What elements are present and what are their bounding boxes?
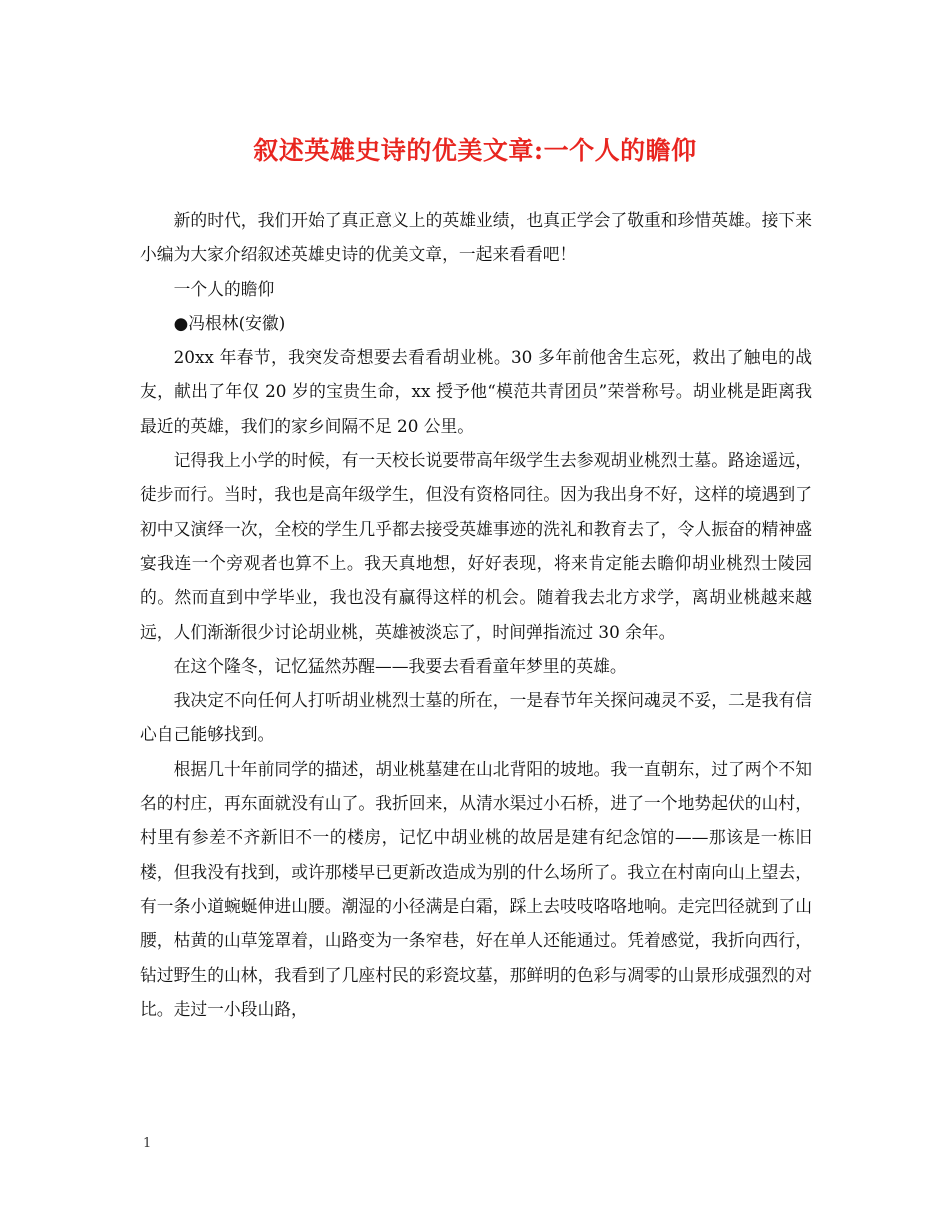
author-line: ●冯根林(安徽) [173, 312, 286, 333]
body-paragraph: 记得我上小学的时候，有一天校长说要带高年级学生去参观胡业桃烈士墓。路途遥远，徒步而行。当时，我也是高年级学生，但没有资格同往。因为我出身不好，这样的境遇到了初中又演绎一次，全校的学生几乎都去接受英雄事迹的洗礼和教育去了，令人振奋的精神盛宴我连一个旁观者也算不上。我天真地想，好好表现，将来肯定能去瞻仰胡业桃烈士陵园的。然而直到中学毕业，我也没有赢得这样的机会。随着我去北方求学，离胡业桃越来越远，人们渐渐很少讨论胡业桃，英雄被淡忘了，时间弹指流过 30 余年。 [140, 450, 812, 642]
body-paragraph: 我决定不向任何人打听胡业桃烈士墓的所在，一是春节年关探问魂灵不妥，二是我有信心自己能够找到。 [140, 690, 812, 745]
article-heading: 一个人的瞻仰 [173, 278, 275, 299]
document-body [140, 203, 812, 1026]
intro-paragraph: 新的时代，我们开始了真正意义上的英雄业绩，也真正学会了敬重和珍惜英雄。接下来小编为大家介绍叙述英雄史诗的优美文章，一起来看看吧！ [140, 210, 812, 265]
page-number: 1 [143, 1136, 152, 1151]
body-paragraph: 在这个隆冬，记忆猛然苏醒——我要去看看童年梦里的英雄。 [173, 655, 627, 676]
document-title: 叙述英雄史诗的优美文章:一个人的瞻仰 [253, 136, 697, 165]
body-paragraph: 20xx 年春节，我突发奇想要去看看胡业桃。30 多年前他舍生忘死，救出了触电的战友，献出了年仅 20 岁的宝贵生命，xx 授予他“模范共青团员”荣誉称号。胡业桃是距离我最近的英雄，我们的家乡间隔不足 20 公里。 [140, 347, 812, 436]
body-paragraph: 根据几十年前同学的描述，胡业桃墓建在山北背阳的坡地。我一直朝东，过了两个不知名的村庄，再东面就没有山了。我折回来，从清水渠过小石桥，进了一个地势起伏的山村，村里有参差不齐新旧不一的楼房，记忆中胡业桃的故居是建有纪念馆的——那该是一栋旧楼，但我没有找到，或许那楼早已更新改造成为别的什么场所了。我立在村南向山上望去，有一条小道蜿蜒伸进山腰。潮湿的小径满是白霜，踩上去吱吱咯咯地响。走完凹径就到了山腰，枯黄的山草笼罩着，山路变为一条窄巷，好在单人还能通过。凭着感觉，我折向西行，钻过野生的山林，我看到了几座村民的彩瓷坟墓，那鲜明的色彩与凋零的山景形成强烈的对比。走过一小段山路， [140, 758, 812, 1019]
